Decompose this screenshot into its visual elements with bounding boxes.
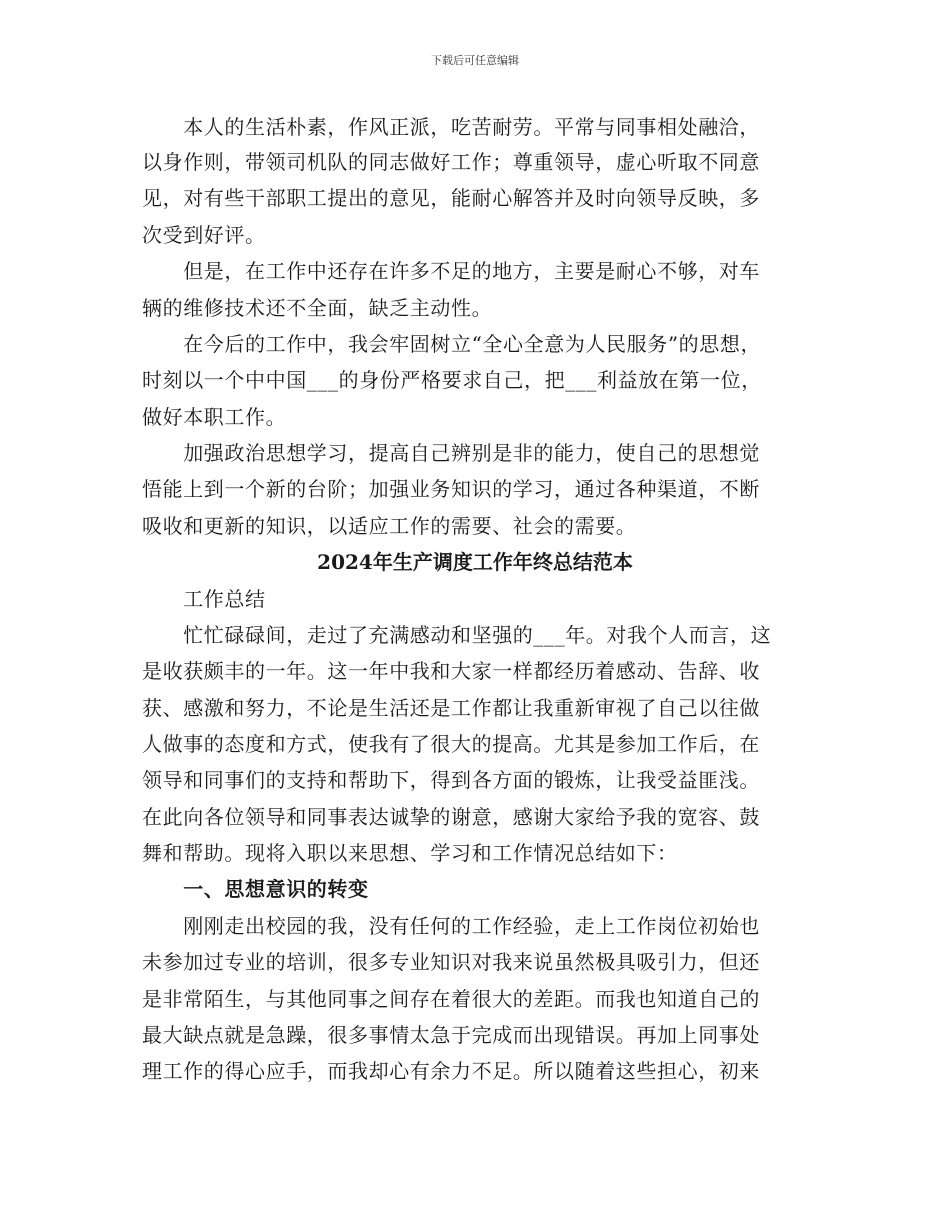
paragraph-line: 是收获颇丰的一年。这一年中我和大家一样都经历着感动、告辞、收 [142, 659, 760, 683]
paragraph-line: 获、感激和努力，不论是生活还是工作都让我重新审视了自己以往做 [142, 696, 760, 720]
paragraph-line: 忙忙碌碌间，走过了充满感动和坚强的___年。对我个人而言，这 [142, 623, 772, 647]
paragraph-line: 理工作的得心应手，而我却心有余力不足。所以随着这些担心，初来 [142, 1059, 760, 1083]
paragraph-line: 是非常陌生，与其他同事之间存在着很大的差距。而我也知道自己的 [142, 987, 760, 1011]
paragraph-line: 未参加过专业的培训，很多专业知识对我来说虽然极具吸引力，但还 [142, 950, 760, 974]
paragraph-line: 人做事的态度和方式，使我有了很大的提高。尤其是参加工作后，在 [142, 732, 760, 756]
paragraph-line: 工作总结 [142, 587, 266, 611]
paragraph-line: 做好本职工作。 [142, 405, 287, 429]
paragraph-line: 本人的生活朴素，作风正派，吃苦耐劳。平常与同事相处融洽， [142, 115, 760, 139]
paragraph-line: 加强政治思想学习，提高自己辨别是非的能力，使自己的思想觉 [142, 441, 760, 465]
paragraph-line: 吸收和更新的知识，以适应工作的需要、社会的需要。 [142, 514, 637, 538]
document-title: 2024年生产调度工作年终总结范本 [317, 550, 633, 574]
paragraph-line: 辆的维修技术还不全面，缺乏主动性。 [142, 296, 493, 320]
paragraph-line: 刚刚走出校园的我，没有任何的工作经验，走上工作岗位初始也 [142, 914, 760, 938]
paragraph-line: 但是，在工作中还存在许多不足的地方，主要是耐心不够，对车 [142, 259, 760, 283]
paragraph-line: 次受到好评。 [142, 223, 266, 247]
paragraph-line: 以身作则，带领司机队的同志做好工作；尊重领导，虚心听取不同意 [142, 150, 760, 174]
paragraph-line: 时刻以一个中中国___的身份严格要求自己，把___利益放在第一位， [142, 368, 762, 392]
paragraph-line: 最大缺点就是急躁，很多事情太急于完成而出现错误。再加上同事处 [142, 1023, 760, 1047]
paragraph-line: 悟能上到一个新的台阶；加强业务知识的学习，通过各种渠道，不断 [142, 477, 760, 501]
page-header-note: 下载后可任意编辑 [431, 54, 519, 67]
paragraph-line: 见，对有些干部职工提出的意见，能耐心解答并及时向领导反映，多 [142, 186, 760, 210]
paragraph-line: 在此向各位领导和同事表达诚挚的谢意，感谢大家给予我的宽容、鼓 [142, 805, 760, 829]
section-heading: 一、思想意识的转变 [142, 877, 369, 901]
paragraph-line: 舞和帮助。现将入职以来思想、学习和工作情况总结如下： [142, 841, 678, 865]
paragraph-line: 领导和同事们的支持和帮助下，得到各方面的锻炼，让我受益匪浅。 [142, 768, 760, 792]
paragraph-line: 在今后的工作中，我会牢固树立“全心全意为人民服务”的思想， [142, 332, 762, 356]
